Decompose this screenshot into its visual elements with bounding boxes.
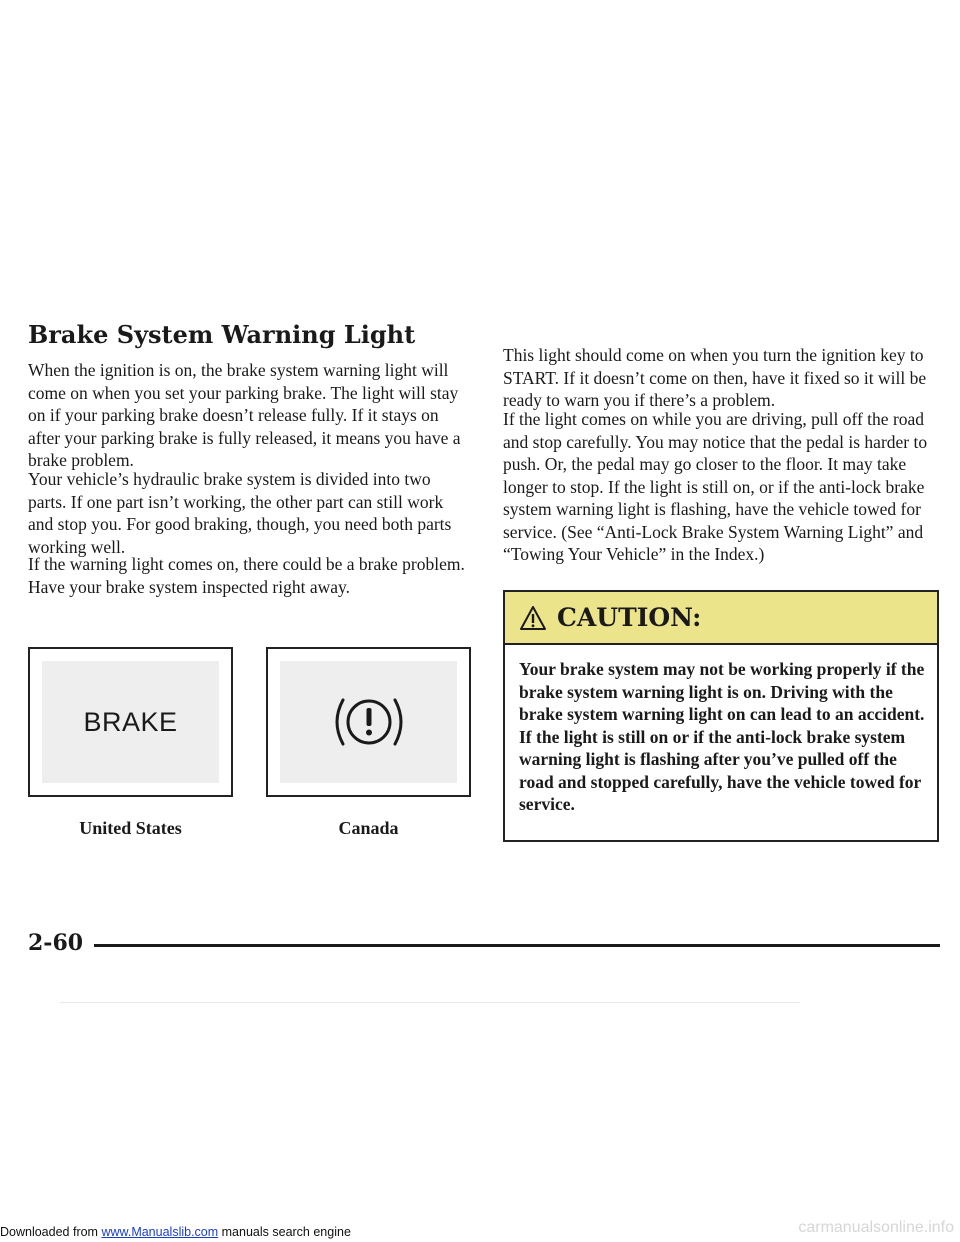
paragraph-while-driving: If the light comes on while you are driving, pull off the road and stop carefully. You may notice that the pedal is harder to push. Or, the pedal may go closer to the floor. It may take longer to stop. If the light is still on, or if the anti-lock brake system warning light is flashing, have the vehicle towed for service. (See “Anti-Lock Brake System Warning Light” and “Towing Your Vehicle” in the Index.) <box>503 409 928 564</box>
download-source-note <box>0 1225 351 1239</box>
paragraph-ignition: When the ignition is on, the brake system warning light will come on when you set your parking brake. The light will stay on if your parking brake doesn’t release fully. If it stays on after your parking brake is fully released, it means you have a brake problem. <box>28 360 461 470</box>
source-prefix: Downloaded from <box>0 1225 102 1239</box>
caution-box <box>503 590 939 842</box>
caution-header <box>505 592 937 645</box>
source-suffix: manuals search engine <box>218 1225 351 1239</box>
caution-title: CAUTION: <box>557 603 702 632</box>
brake-warning-circle-exclamation-icon <box>321 686 417 758</box>
site-watermark: carmanualsonline.info <box>798 1219 954 1236</box>
canada-lamp-caption: Canada <box>338 818 399 838</box>
paragraph-warning-comes-on: If the warning light comes on, there could be a brake problem. Have your brake system inspected right away. <box>28 554 465 597</box>
us-lamp-face <box>42 661 219 783</box>
us-brake-lamp-symbol <box>28 647 233 797</box>
section-heading: Brake System Warning Light <box>28 320 416 349</box>
canada-brake-lamp-symbol <box>266 647 471 797</box>
brake-text-symbol: BRAKE <box>83 706 178 737</box>
manualslib-link[interactable]: www.Manualslib.com <box>101 1225 219 1239</box>
scan-artifact-line <box>60 1002 800 1003</box>
canada-lamp-face <box>280 661 457 783</box>
paragraph-hydraulic-system: Your vehicle’s hydraulic brake system is divided into two parts. If one part isn’t working, the other part can still work and stop you. For good braking, though, you need both parts working well. <box>28 469 452 557</box>
us-lamp-caption: United States <box>79 818 182 838</box>
warning-triangle-icon <box>519 605 547 631</box>
paragraph-start-check: This light should come on when you turn the ignition key to START. If it doesn’t come on then, have it fixed so it will be ready to warn you if there’s a problem. <box>503 345 927 410</box>
footer-rule <box>94 944 940 947</box>
page-number: 2-60 <box>28 930 84 956</box>
caution-body-text: Your brake system may not be working properly if the brake system warning light is on. Driving with the brake system warning light on can lead to an accident. If the light is still on or if the anti-lock brake system warning light is flashing after you’ve pulled off the road and stopped carefully, have the vehicle towed for service. <box>519 659 925 814</box>
